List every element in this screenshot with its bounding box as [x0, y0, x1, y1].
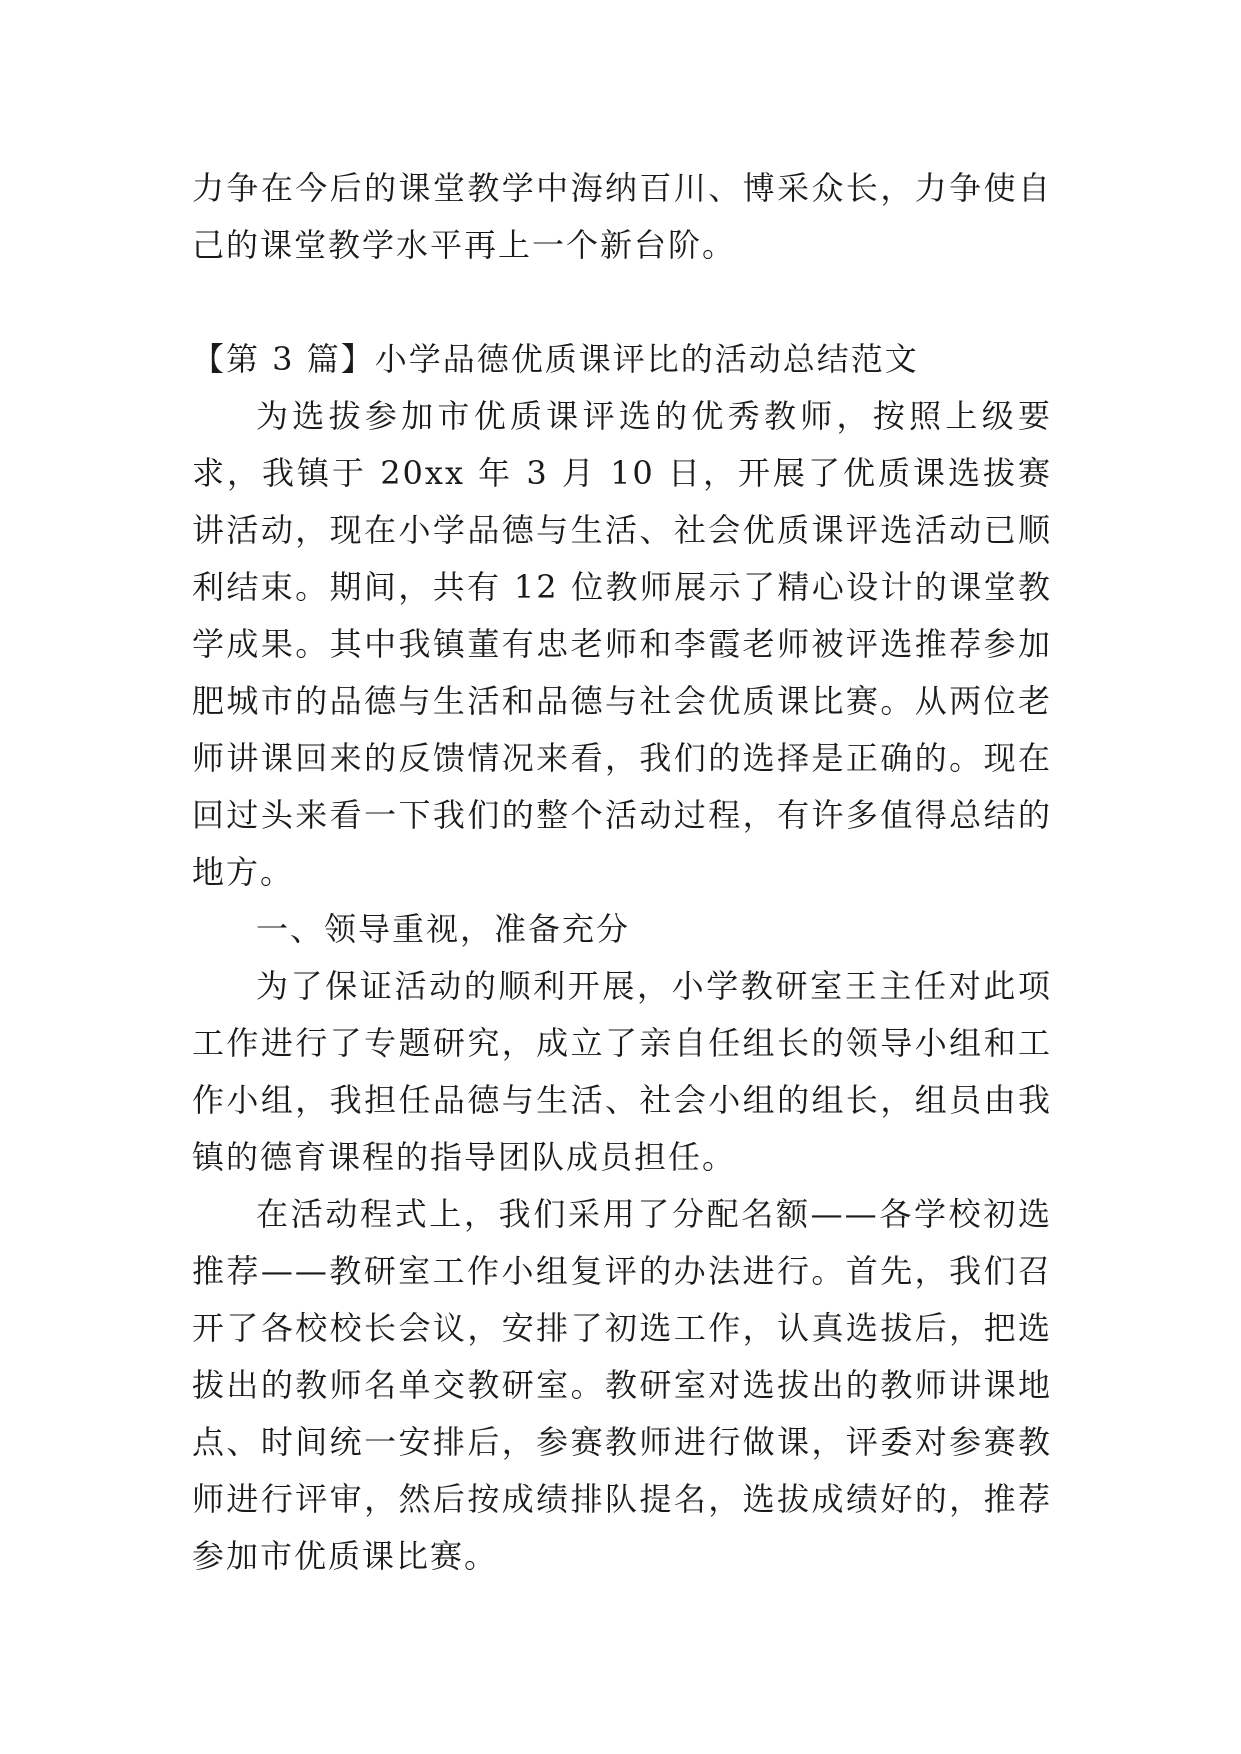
article-heading: 【第 3 篇】小学品德优质课评比的活动总结范文: [192, 340, 919, 378]
continuation-paragraph: 力争在今后的课堂教学中海纳百川、博采众长，力争使自己的课堂教学水平再上一个新台阶。: [192, 169, 1052, 264]
paragraph-procedure: 在活动程式上，我们采用了分配名额——各学校初选推荐——教研室工作小组复评的办法进行。首先，我们召开了各校校长会议，安排了初选工作，认真选拔后，把选拔出的教师名单交教研室。教研室对选拔出的教师讲课地点、时间统一安排后，参赛教师进行做课，评委对参赛教师进行评审，然后按成绩排队提名，选拔成绩好的，推荐参加市优质课比赛。: [192, 1195, 1052, 1575]
document-body: [192, 160, 1052, 1585]
paragraph-preparation: 为了保证活动的顺利开展，小学教研室王主任对此项工作进行了专题研究，成立了亲自任组长的领导小组和工作小组，我担任品德与生活、社会小组的组长，组员由我镇的德育课程的指导团队成员担任。: [192, 967, 1052, 1176]
paragraph-intro: 为选拔参加市优质课评选的优秀教师，按照上级要求，我镇于 20xx 年 3 月 10 日，开展了优质课选拔赛讲活动，现在小学品德与生活、社会优质课评选活动已顺利结束。期间，共有 12 位教师展示了精心设计的课堂教学成果。其中我镇董有忠老师和李霞老师被评选推荐参加肥城市的品德与生活和品德与社会优质课比赛。从两位老师讲课回来的反馈情况来看，我们的选择是正确的。现在回过头来看一下我们的整个活动过程，有许多值得总结的地方。: [192, 397, 1052, 891]
section-heading-leadership: 一、领导重视，准备充分: [256, 910, 631, 948]
